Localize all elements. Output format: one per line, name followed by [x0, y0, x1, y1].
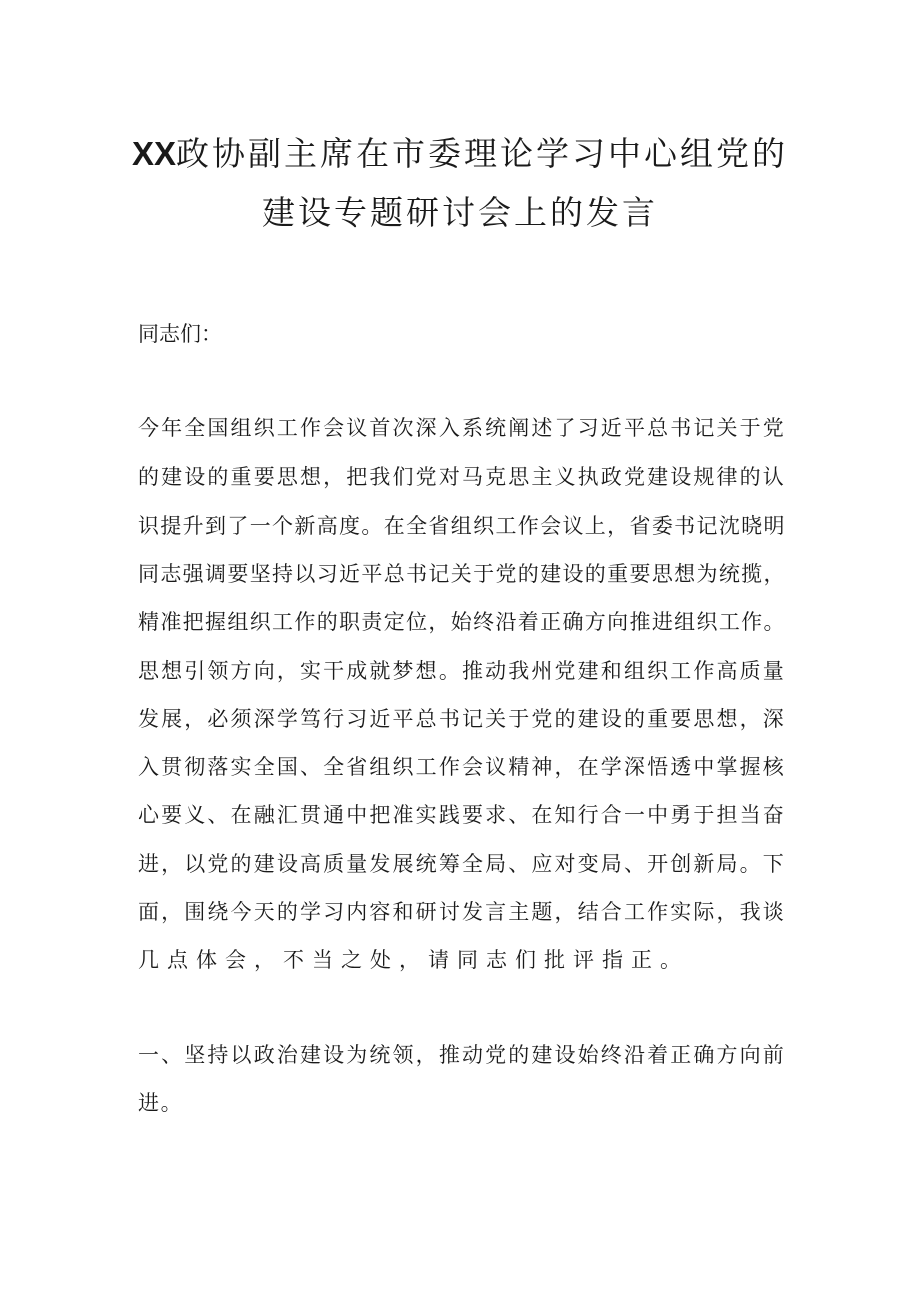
paragraph-line: 面，围绕今天的学习内容和研讨发言主题，结合工作实际，我谈 — [138, 900, 786, 924]
heading-line: 进。 — [138, 1091, 184, 1115]
heading-line: 一、坚持以政治建设为统领，推动党的建设始终沿着正确方向前 — [138, 1043, 786, 1067]
paragraph-line: 识提升到了一个新高度。在全省组织工作会议上，省委书记沈晓明 — [138, 514, 786, 538]
paragraph-line: 同志强调要坚持以习近平总书记关于党的建设的重要思想为统揽， — [138, 562, 786, 586]
paragraph-line: 进，以党的建设高质量发展统筹全局、应对变局、开创新局。下 — [138, 852, 786, 876]
document-title-line-1 — [0, 128, 920, 175]
paragraph-line: 发展，必须深学笃行习近平总书记关于党的建设的重要思想，深 — [138, 707, 786, 731]
paragraph-line: 思想引领方向，实干成就梦想。推动我州党建和组织工作高质量 — [138, 659, 786, 683]
paragraph-line: 心要义、在融汇贯通中把准实践要求、在知行合一中勇于担当奋 — [138, 803, 786, 827]
paragraph-line: 精准把握组织工作的职责定位，始终沿着正确方向推进组织工作。 — [138, 610, 786, 634]
paragraph-line: 的建设的重要思想，把我们党对马克思主义执政党建设规律的认 — [138, 465, 786, 489]
paragraph-line: 今年全国组织工作会议首次深入系统阐述了习近平总书记关于党 — [138, 416, 786, 440]
title-line-1-text: 政协副主席在市委理论学习中心组党的 — [176, 134, 789, 173]
paragraph-line: 几点体会，不当之处，请同志们批评指正。 — [138, 948, 689, 972]
salutation: 同志们： — [138, 322, 222, 346]
document-title-line-2: 建设专题研讨会上的发言 — [262, 193, 658, 232]
paragraph-line: 入贯彻落实全国、全省组织工作会议精神，在学深悟透中掌握核 — [138, 755, 786, 779]
title-prefix: XX — [131, 135, 177, 172]
